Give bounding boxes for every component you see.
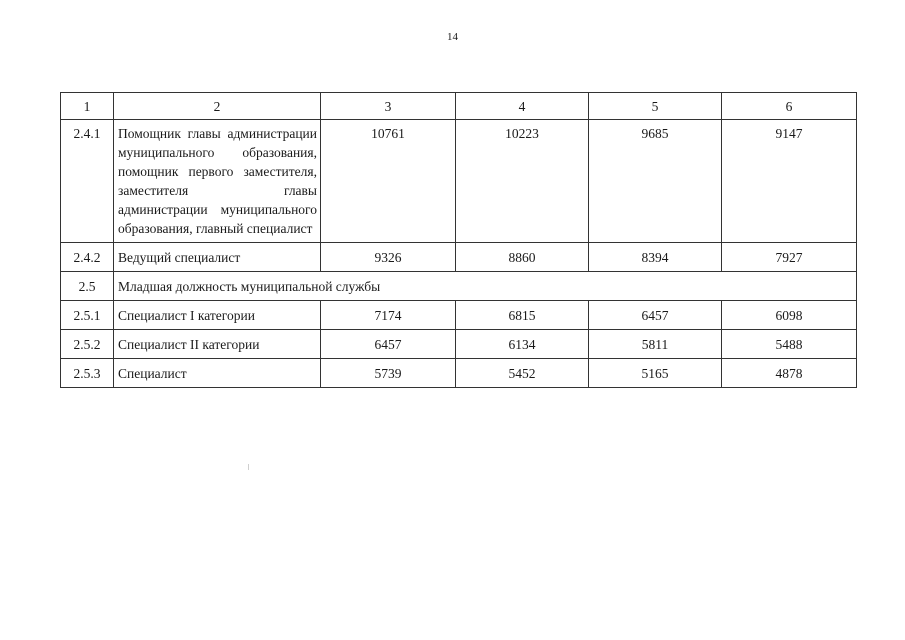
table-row: [61, 359, 857, 388]
value-cell: 8860: [456, 243, 589, 272]
value-cell: 8394: [589, 243, 722, 272]
header-cell: 1: [61, 93, 114, 120]
header-cell: 4: [456, 93, 589, 120]
table-row: [61, 120, 857, 243]
header-cell: 2: [114, 93, 321, 120]
value-cell: 9147: [722, 120, 857, 243]
value-cell: 5488: [722, 330, 857, 359]
value-cell: 4878: [722, 359, 857, 388]
row-number: 2.5.3: [61, 359, 114, 388]
header-cell: 6: [722, 93, 857, 120]
value-cell: 7927: [722, 243, 857, 272]
value-cell: 6457: [321, 330, 456, 359]
salary-table: [60, 92, 857, 388]
value-cell: 5165: [589, 359, 722, 388]
value-cell: 9326: [321, 243, 456, 272]
position-name: Специалист: [114, 359, 321, 388]
section-title: Младшая должность муниципальной службы: [114, 272, 857, 301]
value-cell: 7174: [321, 301, 456, 330]
position-name: Ведущий специалист: [114, 243, 321, 272]
header-cell: 5: [589, 93, 722, 120]
table-row: [61, 243, 857, 272]
value-cell: 5739: [321, 359, 456, 388]
table-header-row: [61, 93, 857, 120]
value-cell: 6815: [456, 301, 589, 330]
position-name: Специалист II категории: [114, 330, 321, 359]
value-cell: 10761: [321, 120, 456, 243]
value-cell: 6457: [589, 301, 722, 330]
row-number: 2.4.1: [61, 120, 114, 243]
page-number: 14: [447, 31, 458, 43]
table-row: [61, 330, 857, 359]
row-number: 2.5: [61, 272, 114, 301]
value-cell: 6134: [456, 330, 589, 359]
header-cell: 3: [321, 93, 456, 120]
row-number: 2.4.2: [61, 243, 114, 272]
section-row: [61, 272, 857, 301]
scan-mark: [248, 464, 249, 470]
row-number: 2.5.2: [61, 330, 114, 359]
value-cell: 6098: [722, 301, 857, 330]
value-cell: 5452: [456, 359, 589, 388]
value-cell: 10223: [456, 120, 589, 243]
value-cell: 5811: [589, 330, 722, 359]
value-cell: 9685: [589, 120, 722, 243]
table-row: [61, 301, 857, 330]
row-number: 2.5.1: [61, 301, 114, 330]
position-name: Специалист I категории: [114, 301, 321, 330]
position-name: Помощник главы администрации муниципального образования, помощник первого заместителя, заместителя главы администрации муниципального образования, главный специалист: [114, 120, 321, 243]
